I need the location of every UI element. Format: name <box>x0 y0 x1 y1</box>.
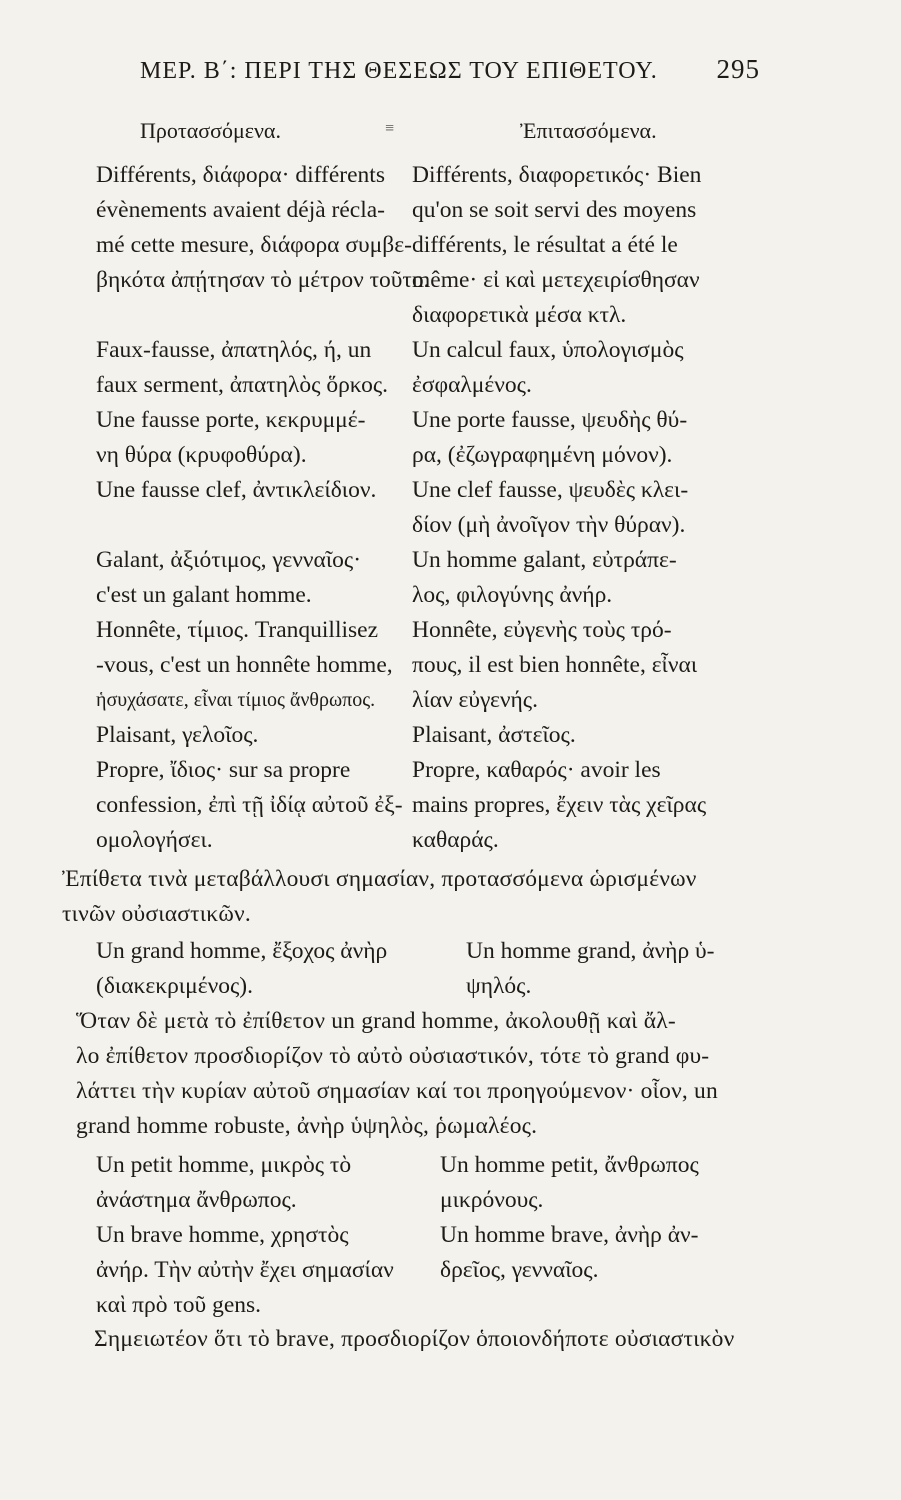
right-line: différents, le résultat a été le <box>412 232 678 258</box>
right-line: Un homme brave, ἀνὴρ ἀν- <box>440 1222 699 1248</box>
left-column-continued <box>96 934 396 1004</box>
left-line: faux serment, ἀπατηλὸς ὅρκος. <box>96 372 389 398</box>
paragraph-line: λο ἐπίθετον προσδιορίζον τὸ αὐτὸ οὐσιαστικόν, τότε τὸ grand φυ- <box>76 1043 710 1069</box>
right-line: mains propres, ἔχειν τὰς χεῖρας <box>412 792 707 818</box>
left-line: Honnête, τίμιος. Tranquillisez <box>96 617 379 643</box>
left-column-continued <box>96 1148 396 1323</box>
right-line: Une porte fausse, ψευδὴς θύ- <box>412 407 688 433</box>
right-line: qu'on se soit servi des moyens <box>412 197 697 223</box>
right-line: λίαν εὐγενής. <box>412 687 538 713</box>
right-line: Honnête, εὐγενὴς τοὺς τρό- <box>412 617 672 643</box>
right-line: πους, il est bien honnête, εἶναι <box>412 652 698 678</box>
left-line: ομολογήσει. <box>96 827 213 853</box>
right-line: Un calcul faux, ὑπολογισμὸς <box>412 337 684 363</box>
paragraph-line: Ἐπίθετα τινὰ μεταβάλλουσι σημασίαν, προτασσόμενα ὡρισμένων <box>62 866 697 892</box>
left-line: Propre, ἴδιος· sur sa propre <box>96 757 351 783</box>
paragraph-line: λάττει τὴν κυρίαν αὐτοῦ σημασίαν καί τοι προηγούμενον· οἷον, un <box>76 1078 718 1104</box>
right-line: Une clef fausse, ψευδὲς κλει- <box>412 477 689 503</box>
right-line: Différents, διαφορετικός· Bien <box>412 162 702 188</box>
left-line: Un petit homme, μικρὸς τὸ <box>96 1152 352 1178</box>
right-line: Plaisant, ἀστεῖος. <box>412 722 576 748</box>
left-line: ἀνάστημα ἄνθρωπος. <box>96 1187 297 1213</box>
right-line: Un homme grand, ἀνὴρ ὑ- <box>466 938 715 964</box>
page-number: 295 <box>716 54 760 84</box>
right-line: δίον (μὴ ἀνοῖγον τὴν θύραν). <box>412 512 686 538</box>
left-line: ἡσυχάσατε, εἶναι τίμιος ἄνθρωπος. <box>96 689 376 711</box>
left-line: évènements avaient déjà récla- <box>96 197 386 223</box>
left-line <box>96 508 396 543</box>
left-line: mé cette mesure, διάφορα συμβε- <box>96 232 412 258</box>
left-line: νη θύρα (κρυφοθύρα). <box>96 442 307 468</box>
right-column-continued <box>466 934 756 1004</box>
left-line: Une fausse clef, ἀντικλείδιον. <box>96 477 377 503</box>
right-line: διαφορετικὰ μέσα κτλ. <box>412 302 627 328</box>
right-line: ἐσφαλμένος. <box>412 372 532 398</box>
full-width-paragraph <box>62 862 762 932</box>
right-line: λος, φιλογύνης ἀνήρ. <box>412 582 613 608</box>
paragraph-line: grand homme robuste, ἀνὴρ ὑψηλὸς, ῥωμαλέος. <box>76 1113 538 1139</box>
left-line: Une fausse porte, κεκρυμμέ- <box>96 407 366 433</box>
left-line <box>96 298 396 333</box>
left-line: -vous, c'est un honnête homme, <box>96 652 393 678</box>
right-line: même· εἰ καὶ μετεχειρίσθησαν <box>412 267 700 293</box>
paragraph-line: τινῶν οὐσιαστικῶν. <box>62 901 251 927</box>
left-line: καὶ πρὸ τοῦ gens. <box>96 1292 262 1318</box>
full-width-paragraph <box>94 1322 794 1357</box>
right-line: ψηλός. <box>466 973 532 999</box>
right-line: μικρόνους. <box>440 1187 544 1213</box>
right-line: δρεῖος, γενναῖος. <box>440 1257 599 1283</box>
left-line: Un grand homme, ἔξοχος ἀνὴρ <box>96 938 388 964</box>
right-line: καθαράς. <box>412 827 499 853</box>
right-column-heading: Ἐπιτασσόμενα. <box>520 118 657 143</box>
right-column <box>412 158 752 858</box>
right-line: Propre, καθαρός· avoir les <box>412 757 661 783</box>
left-line: Différents, διάφορα· différents <box>96 162 385 188</box>
header-title: ΜΕΡ. Β΄: ΠΕΡΙ ΤΗΣ ΘΕΣΕΩΣ ΤΟΥ ΕΠΙΘΕΤΟΥ. <box>140 58 658 84</box>
left-column-heading: Προτασσόμενα. <box>140 118 281 143</box>
left-line: Plaisant, γελοῖος. <box>96 722 259 748</box>
right-line: Un homme petit, ἄνθρωπος <box>440 1152 699 1178</box>
right-line: Un homme galant, εὐτράπε- <box>412 547 677 573</box>
left-column <box>96 158 430 858</box>
left-line: Faux-fausse, ἀπατηλός, ή, un <box>96 337 372 363</box>
left-line: c'est un galant homme. <box>96 582 312 608</box>
paragraph-line: Ὅταν δὲ μετὰ τὸ ἐπίθετον un grand homme, ἀκολουθῇ καὶ ἄλ- <box>76 1008 676 1034</box>
left-line: Galant, ἀξιότιμος, γενναῖος· <box>96 547 362 573</box>
left-line: ἀνήρ. Τὴν αὐτὴν ἔχει σημασίαν <box>96 1257 394 1283</box>
right-line: ρα, (ἐζωγραφημένη μόνον). <box>412 442 673 468</box>
left-line: (διακεκριμένος). <box>96 973 253 999</box>
left-line: βηκότα ἀπῄτησαν τὸ μέτρον τοῦτο. <box>96 267 430 293</box>
left-line: Un brave homme, χρηστὸς <box>96 1222 349 1248</box>
right-column-continued <box>440 1148 770 1288</box>
paragraph-line: Σημειωτέον ὅτι τὸ brave, προσδιορίζον ὁποιονδήποτε οὐσιαστικὸν <box>94 1326 735 1352</box>
full-width-paragraph <box>76 1004 776 1144</box>
column-divider-mark: ≡ <box>385 120 395 137</box>
left-line: confession, ἐπὶ τῇ ἰδίᾳ αὐτοῦ ἐξ- <box>96 792 403 818</box>
